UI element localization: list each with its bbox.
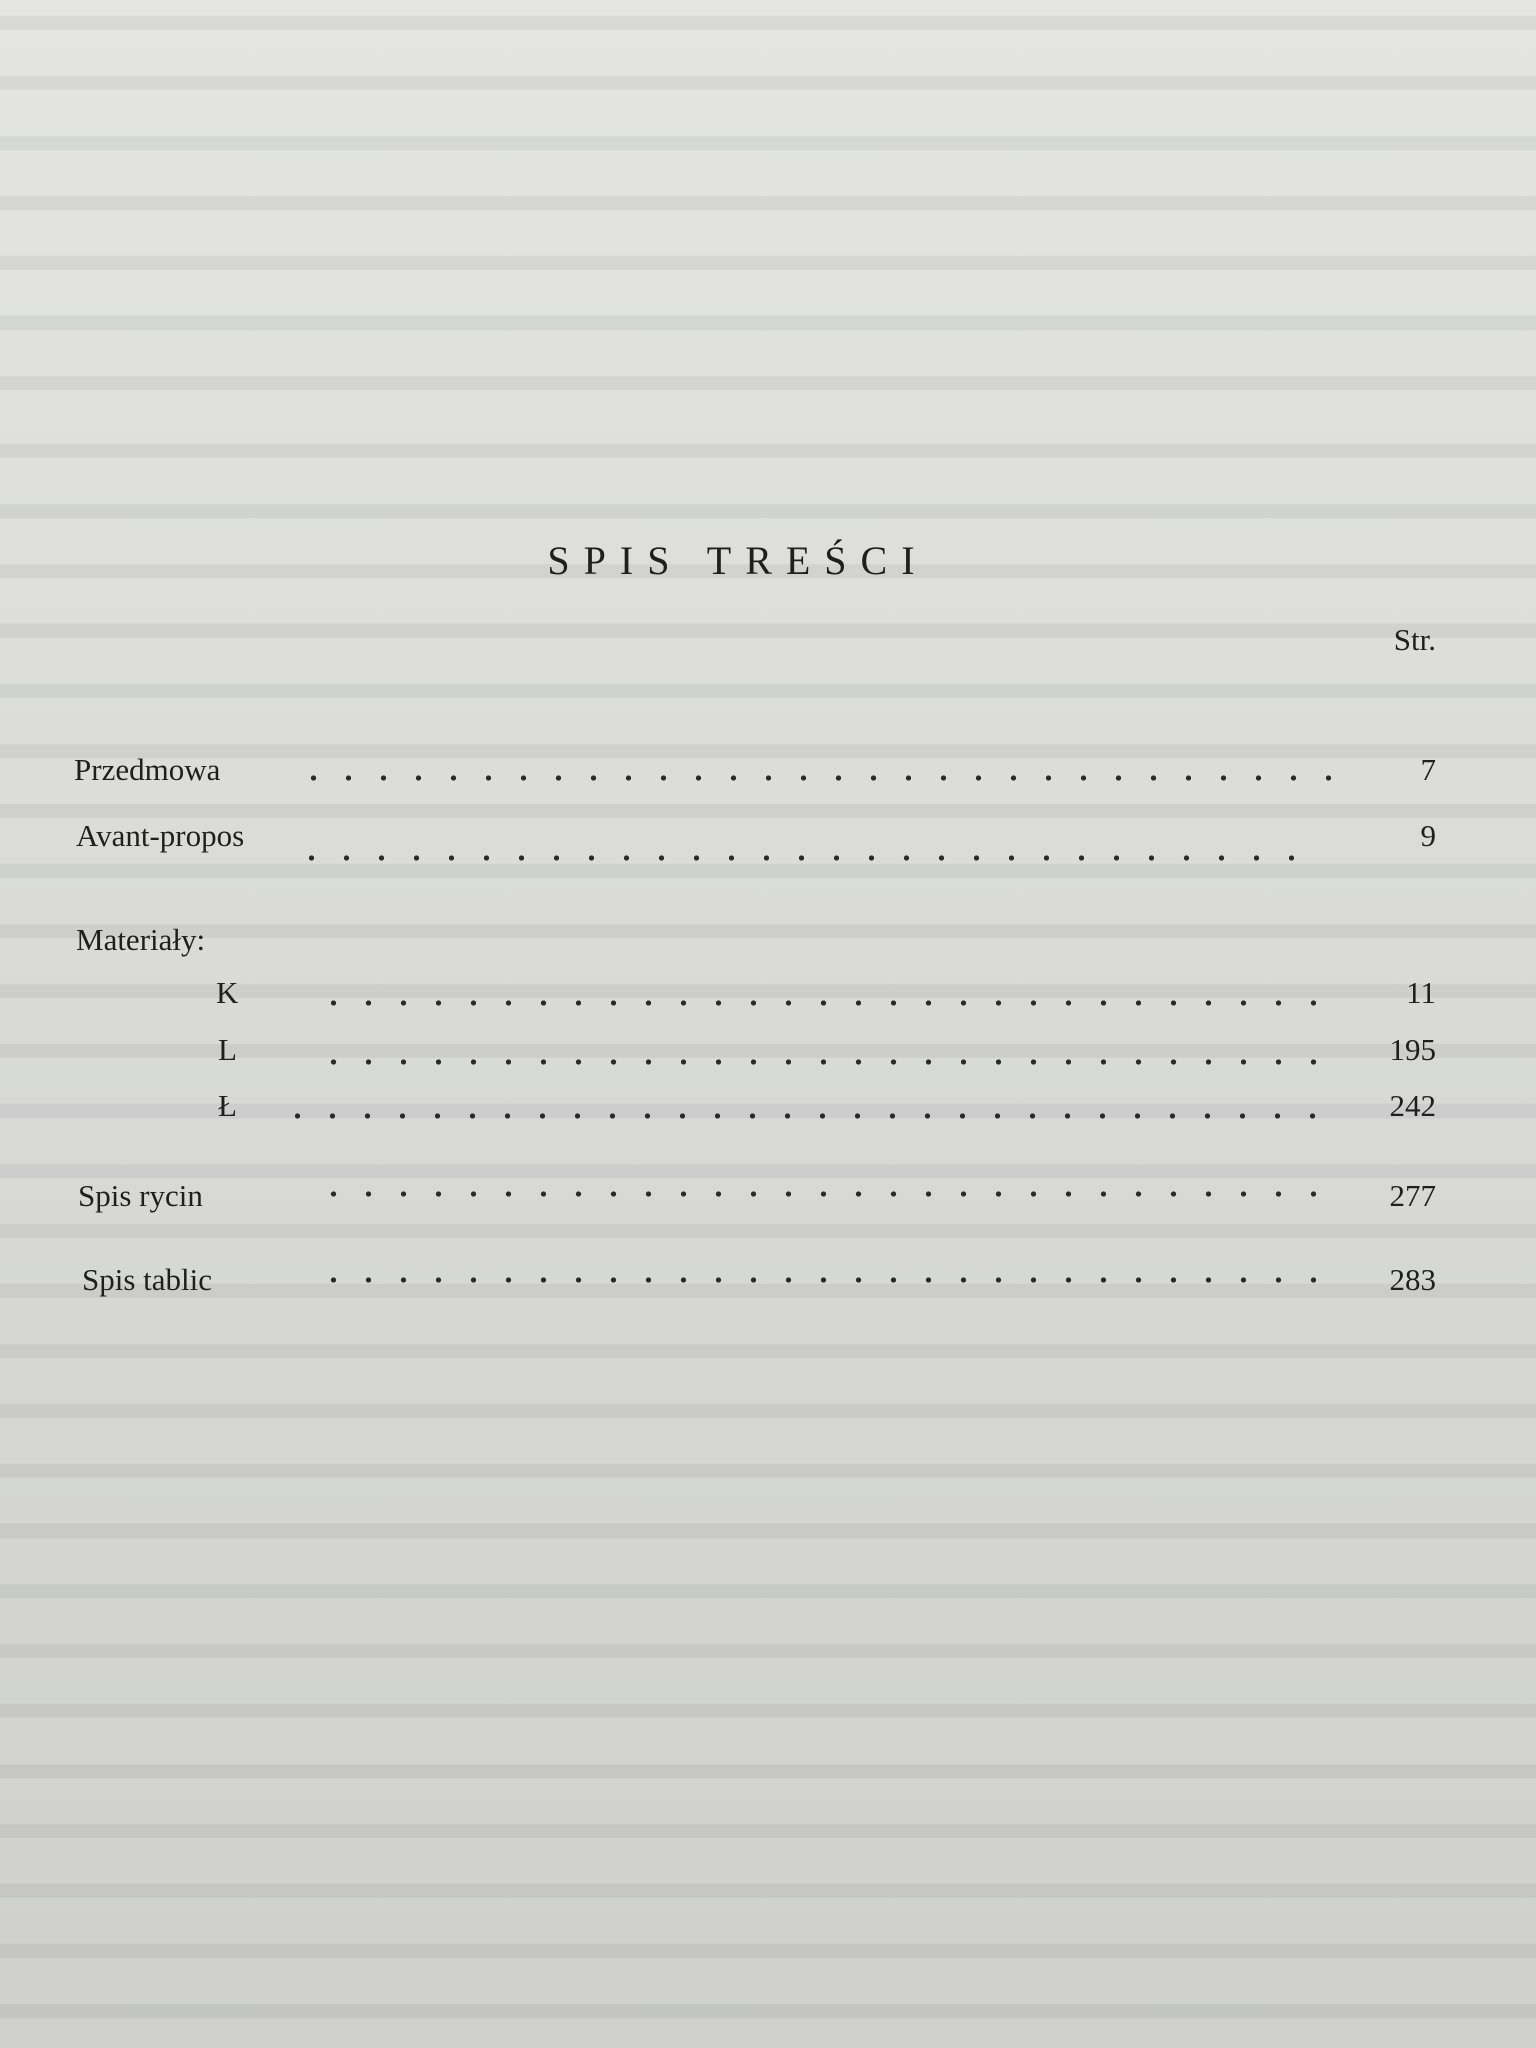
toc-entry-k — [0, 975, 1536, 1019]
toc-entry-materialy — [0, 922, 1536, 966]
toc-entry-przedmowa — [0, 752, 1536, 796]
dot-leader — [296, 774, 1336, 782]
toc-entry-spis-rycin — [0, 1178, 1536, 1222]
toc-label: Avant-propos — [76, 818, 245, 853]
toc-entry-spis-tablic — [0, 1262, 1536, 1306]
toc-page-number: 195 — [1389, 1032, 1436, 1067]
toc-entry-l-stroke — [0, 1088, 1536, 1132]
page-title: SPIS TREŚCI — [547, 537, 929, 583]
toc-page-number: 242 — [1389, 1088, 1436, 1123]
toc-label: Spis tablic — [82, 1262, 213, 1297]
dot-leader — [280, 1112, 1340, 1120]
dot-leader — [316, 1276, 1336, 1284]
dot-leader — [316, 1058, 1336, 1066]
dot-leader — [316, 1190, 1336, 1198]
dot-leader — [316, 999, 1336, 1007]
toc-page-number: 7 — [1420, 752, 1436, 787]
page-column-header: Str. — [1393, 622, 1436, 657]
toc-entry-l — [0, 1032, 1536, 1076]
toc-page-number: 277 — [1389, 1178, 1436, 1213]
toc-label: Ł — [218, 1088, 237, 1123]
toc-page-number: 9 — [1420, 818, 1436, 853]
toc-page-number: 11 — [1406, 975, 1436, 1010]
toc-label: Materiały: — [76, 922, 206, 957]
toc-page-number: 283 — [1389, 1262, 1436, 1297]
toc-label: Przedmowa — [74, 752, 221, 787]
toc-label: L — [218, 1032, 237, 1067]
toc-label: K — [216, 975, 239, 1010]
toc-label: Spis rycin — [78, 1178, 203, 1213]
toc-entry-avant-propos — [0, 818, 1536, 862]
dot-leader — [294, 854, 1294, 862]
